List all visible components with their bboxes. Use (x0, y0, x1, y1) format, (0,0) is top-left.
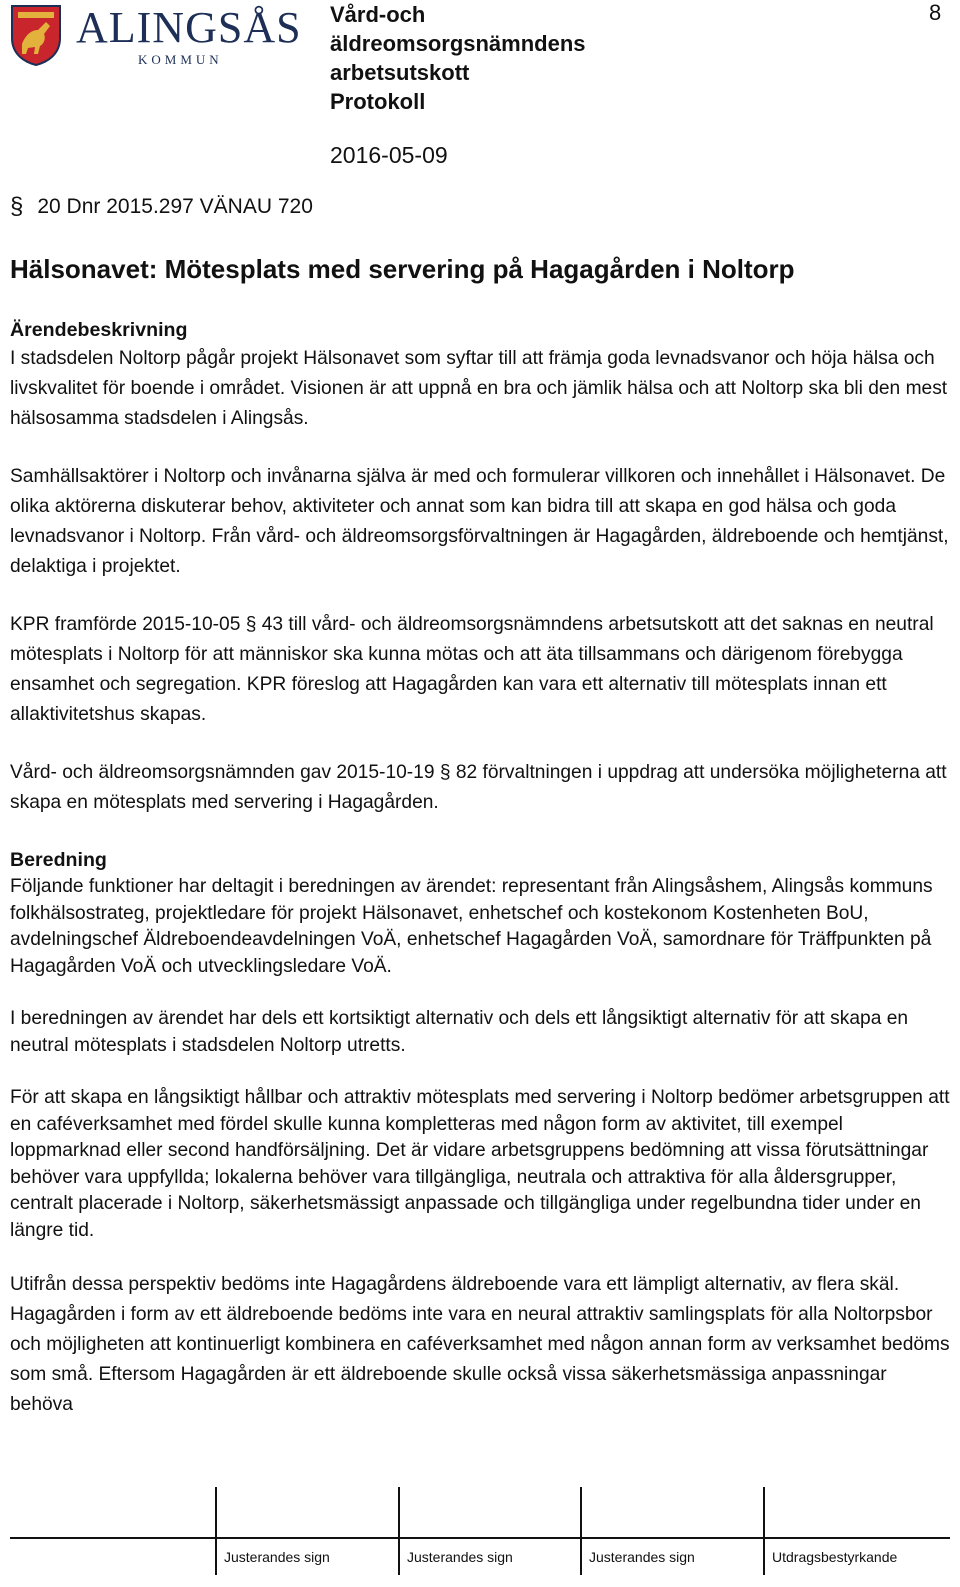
case-title: Hälsonavet: Mötesplats med servering på Hagagården i Noltorp (10, 254, 795, 284)
signature-label: Justerandes sign (224, 1549, 330, 1565)
extract-certification-label: Utdragsbestyrkande (772, 1549, 898, 1565)
footer-rule (10, 1537, 950, 1539)
committee-line: Vård-och (330, 2, 426, 27)
paragraph (10, 610, 950, 730)
meeting-date: 2016-05-09 (330, 142, 448, 168)
paragraph: I stadsdelen Noltorp pågår projekt Hälsonavet som syftar till att främja goda levnadsvanor och höja hälsa och livskvalitet för boende i området. Visionen är att uppnå en bra och jämlik hälsa och att Noltorp ska bli den mest hälsosamma stadsdelen i Alingsås. (10, 348, 948, 429)
alingsas-logo (10, 2, 302, 72)
case-number: 20 Dnr 2015.297 VÄNAU 720 (37, 195, 313, 218)
section-symbol-icon: § (439, 762, 451, 783)
heading-arendebeskrivning: Ärendebeskrivning (10, 319, 188, 341)
paragraph-text: Vård- och äldreomsorgsnämnden gav 2015-10-19 (10, 762, 440, 783)
signature-divider (215, 1487, 217, 1575)
paragraph-text: 43 till vård- och äldreomsorgsnämndens arbetsutskott att det saknas en neutral mötesplats i Noltorp för att människor ska kunna mötas och att äta tillsammans och därigenom förebygga ensamhet och segregation. KPR föreslog att Hagagården kan vara ett alternativ till mötesplats innan ett allaktivitetshus skapas. (10, 614, 934, 725)
section-symbol-icon: § (10, 193, 24, 220)
paragraph-text: KPR framförde 2015-10-05 (10, 614, 246, 635)
logo-subtitle: KOMMUN (138, 52, 223, 67)
signature-label: Justerandes sign (589, 1549, 695, 1565)
paragraph: Samhällsaktörer i Noltorp och invånarna själva är med och formulerar villkoren och innehållet i Hälsonavet. De olika aktörerna diskuterar behov, aktiviteter och annat som kan bidra till att skapa en god hälsa och goda levnadsvanor i Noltorp. Från vård- och äldreomsorgsförvaltningen är Hagagården, äldreboende och hemtjänst, delaktiga i projektet. (10, 466, 949, 577)
heading-beredning: Beredning (10, 849, 107, 871)
signature-label: Justerandes sign (407, 1549, 513, 1565)
paragraph (10, 758, 950, 818)
committee-line: arbetsutskott (330, 60, 470, 85)
committee-line: Protokoll (330, 89, 426, 114)
case-reference (10, 193, 313, 221)
logo-name: ALINGSÅS (76, 3, 302, 52)
signature-divider (763, 1487, 765, 1575)
document-body (10, 316, 950, 1448)
section-symbol-icon: § (245, 614, 257, 635)
paragraph: Utifrån dessa perspektiv bedöms inte Hagagårdens äldreboende vara ett lämpligt alternativ, av flera skäl. Hagagården i form av ett äldreboende bedöms inte vara en neural attraktiv samlingsplats för alla Noltorpsbor och möjligheten att kontinuerligt kombinera en caféverksamhet med någon annan form av verksamhet bedöms som små. Eftersom Hagagården är ett äldreboende skulle också vissa säkerhetsmässiga anpassningar behöva (10, 1274, 950, 1415)
committee-line: äldreomsorgsnämndens (330, 31, 586, 56)
coat-of-arms-icon (10, 4, 62, 66)
signature-divider (580, 1487, 582, 1575)
committee-header (330, 0, 586, 116)
paragraph: I beredningen av ärendet har dels ett kortsiktigt alternativ och dels ett långsiktigt alternativ för att skapa en neutral mötesplats i stadsdelen Noltorp utretts. (10, 1008, 909, 1056)
paragraph: För att skapa en långsiktigt hållbar och attraktiv mötesplats med servering i Noltorp bedömer arbetsgruppen att en caféverksamhet med fördel skulle kunna kompletteras med någon form av aktivitet, till exempel loppmarknad eller second handförsäljning. Det är vidare arbetsgruppens bedömning att vissa förutsättningar behöver vara uppfyllda; lokalerna behöver vara tillgängliga, neutrala och attraktiva för alla åldersgrupper, centralt placerade i Noltorp, säkerhetsmässigt anpassade och tillgängliga under regelbundna tider under en längre tid. (10, 1087, 950, 1241)
paragraph-text: 82 förvaltningen i uppdrag att undersöka möjligheterna att skapa en mötesplats med servering i Hagagården. (10, 762, 947, 813)
signature-divider (398, 1487, 400, 1575)
page-number: 8 (929, 0, 942, 25)
paragraph: Följande funktioner har deltagit i beredningen av ärendet: representant från Alingsåshem, Alingsås kommuns folkhälsostrateg, projektledare för projekt Hälsonavet, enhetschef och kostekonom Kostenheten BoU, avdelningschef Äldreboendeavdelningen VoÄ, enhetschef Hagagården VoÄ, samordnare för Träffpunkten på Hagagården VoÄ och utvecklingsledare VoÄ. (10, 876, 933, 977)
